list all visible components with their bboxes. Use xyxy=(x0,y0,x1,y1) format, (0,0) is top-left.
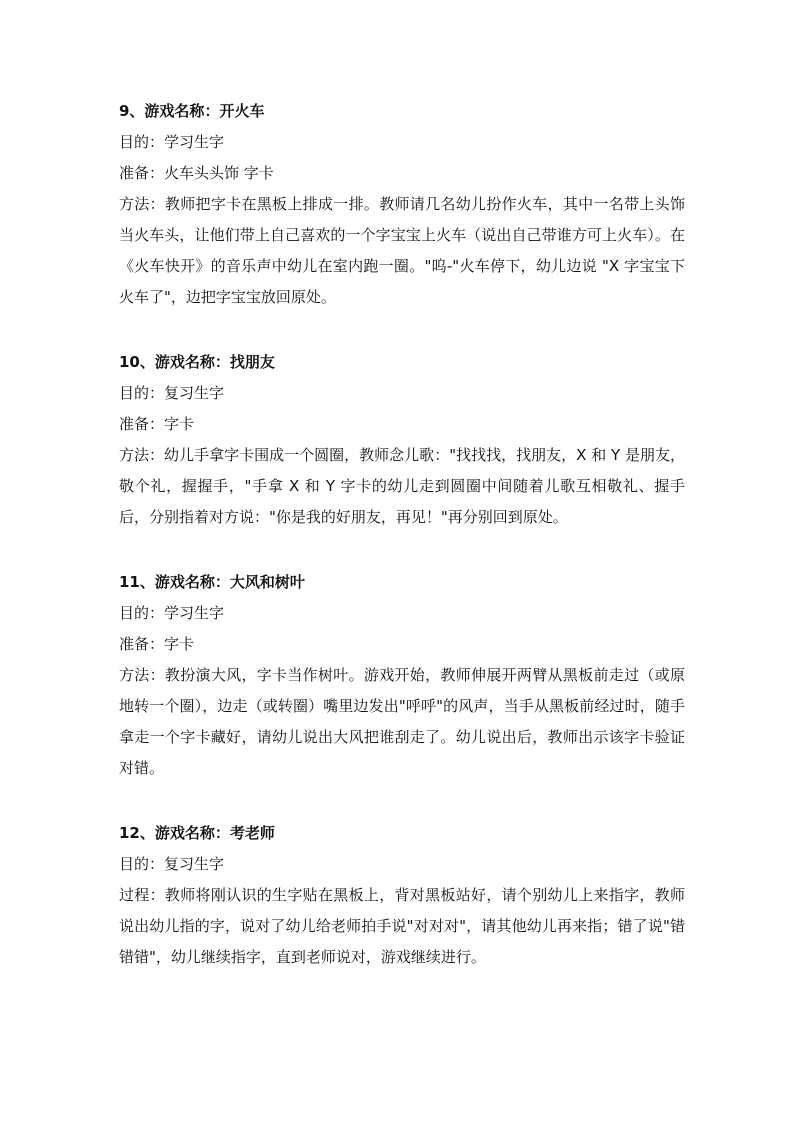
prep-line: 准备：字卡 xyxy=(119,635,195,653)
game-section-11 xyxy=(119,567,685,784)
purpose-line: 目的：学习生字 xyxy=(119,604,225,622)
prep-line: 准备：字卡 xyxy=(119,415,195,433)
purpose-line: 目的：学习生字 xyxy=(119,133,225,151)
game-section-12 xyxy=(119,818,685,973)
section-title: 10、游戏名称：找朋友 xyxy=(119,353,275,371)
purpose-line: 目的：复习生字 xyxy=(119,855,225,873)
method-paragraph: 方法：教扮演大风，字卡当作树叶。游戏开始，教师伸展开两臂从黑板前走过（或原地转一个圈），边走（或转圈）嘴里边发出"呼呼"的风声，当手从黑板前经过时，随手拿走一个字卡藏好，请幼儿说出大风把谁刮走了。幼儿说出后，教师出示该字卡验证对错。 xyxy=(119,666,685,777)
purpose-line: 目的：复习生字 xyxy=(119,384,225,402)
game-section-10 xyxy=(119,347,685,533)
prep-line: 准备：火车头头饰 字卡 xyxy=(119,164,274,182)
section-title: 12、游戏名称：考老师 xyxy=(119,824,275,842)
method-paragraph: 方法：教师把字卡在黑板上排成一排。教师请几名幼儿扮作火车，其中一名带上头饰当火车头，让他们带上自己喜欢的一个字宝宝上火车（说出自己带谁方可上火车）。在《火车快开》的音乐声中幼儿在室内跑一圈。"呜-"火车停下，幼儿边说 "X 字宝宝下火车了"，边把字宝宝放回原处。 xyxy=(119,195,685,306)
document-body xyxy=(119,96,685,1007)
process-paragraph: 过程：教师将刚认识的生字贴在黑板上，背对黑板站好，请个别幼儿上来指字，教师说出幼儿指的字，说对了幼儿给老师拍手说"对对对"，请其他幼儿再来指；错了说"错错错"，幼儿继续指字，直到老师说对，游戏继续进行。 xyxy=(119,886,685,966)
method-paragraph: 方法：幼儿手拿字卡围成一个圆圈，教师念儿歌："找找找，找朋友，X 和 Y 是朋友，敬个礼，握握手，"手拿 X 和 Y 字卡的幼儿走到圆圈中间随着儿歌互相敬礼、握手后，分别指着对方说："你是我的好朋友，再见！"再分别回到原处。 xyxy=(119,446,685,526)
section-title: 9、游戏名称：开火车 xyxy=(119,102,265,120)
section-title: 11、游戏名称：大风和树叶 xyxy=(119,573,305,591)
game-section-9 xyxy=(119,96,685,313)
